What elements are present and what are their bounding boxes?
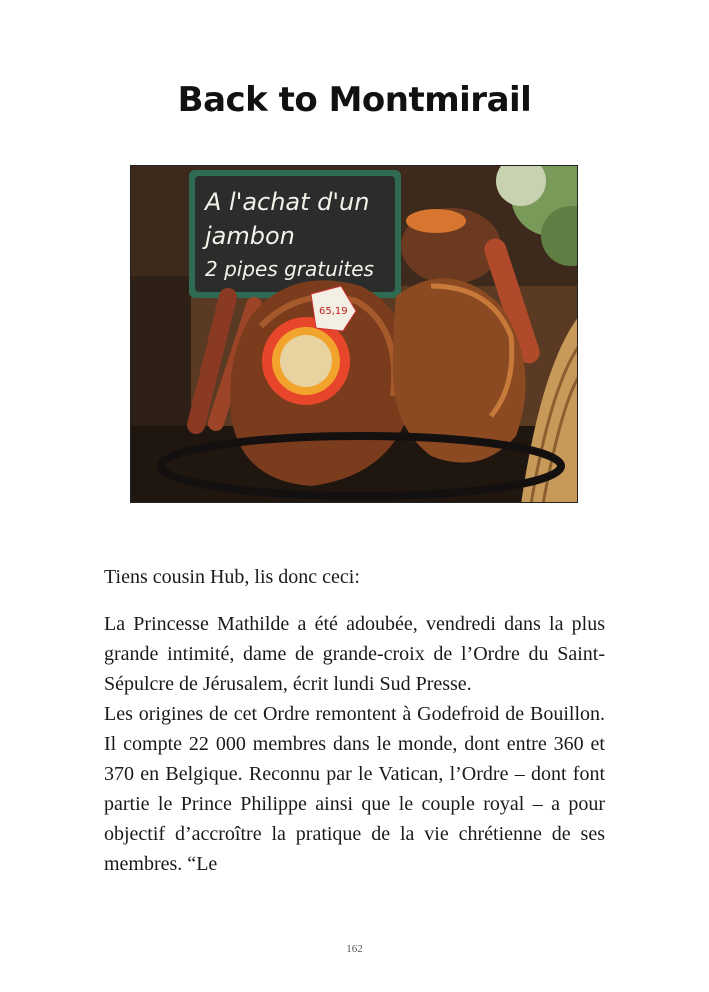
ham-market-photo <box>130 165 578 503</box>
page-number: 162 <box>346 943 363 955</box>
sign-line-1: A l'achat d'un <box>205 188 370 216</box>
paragraph-2: Les origines de cet Ordre remontent à Godefroid de Bouillon. Il compte 22 000 membres dans le monde, dont entre 360 et 370 en Belgique. Reconnu par le Vatican, l’Ordre – dont font partie le Prince Philippe ainsi que le couple royal – a pour objectif d’accroître la pratique de la vie chrétienne de ses membres. “Le <box>104 703 605 875</box>
photo-illustration <box>131 166 578 503</box>
page-title: Back to Montmirail <box>177 80 532 120</box>
paragraph-1: La Princesse Mathilde a été adoubée, vendredi dans la plus grande intimité, dame de grande-croix de l’Ordre du Saint-Sépulcre de Jérusalem, écrit lundi Sud Presse. <box>104 613 605 695</box>
price-tag: 65,19 <box>319 306 348 317</box>
greeting-line: Tiens cousin Hub, lis donc ceci: <box>104 566 360 588</box>
sign-line-2: jambon <box>205 222 295 250</box>
sign-line-3: 2 pipes gratuites <box>205 257 374 281</box>
article-body <box>104 609 605 879</box>
